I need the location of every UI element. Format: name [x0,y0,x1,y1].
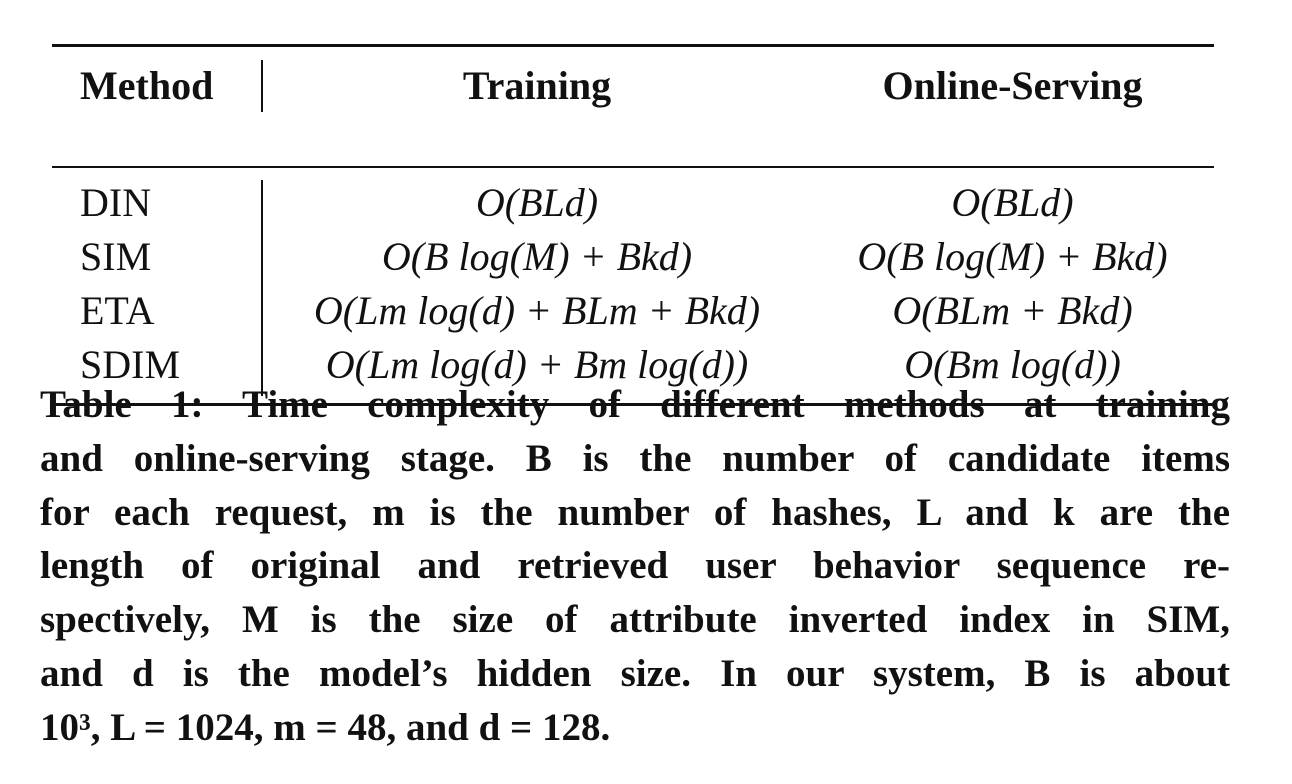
table-row [52,230,1214,284]
method-cell: SIM [80,234,152,279]
table-header-rule [52,166,1214,168]
training-cell: O(BLd) [475,180,599,225]
caption-line: length of original and retrieved user behavior sequence re- [40,544,1230,588]
header-method: Method [80,63,214,108]
caption-line: and d is the model’s hidden size. In our system, B is about [40,651,1230,695]
training-cell: O(Lm log(d) + BLm + Bkd) [313,288,761,333]
training-cell: O(Lm log(d) + Bm log(d)) [325,342,749,387]
caption-line: and online-serving stage. B is the number of candidate items [40,436,1230,480]
header-online-serving: Online-Serving [882,63,1143,108]
caption-line: 10³, L = 1024, m = 48, and d = 128. [40,705,611,749]
table-row [52,176,1214,230]
table-top-rule [52,44,1214,47]
table-row [52,284,1214,338]
table-caption [40,378,1230,755]
serving-cell: O(Bm log(d)) [904,342,1121,387]
method-cell: DIN [80,180,152,225]
header-training: Training [462,63,612,108]
caption-line: Table 1: Time complexity of different methods at training [40,383,1230,426]
caption-line: for each request, m is the number of hashes, L and k are the [40,490,1230,534]
serving-cell: O(BLd) [951,180,1074,225]
serving-cell: O(B log(M) + Bkd) [857,234,1168,279]
caption-line: spectively, M is the size of attribute inverted index in SIM, [40,598,1230,642]
method-cell: SDIM [80,342,181,387]
method-cell: ETA [80,288,155,333]
training-cell: O(B log(M) + Bkd) [381,234,693,279]
serving-cell: O(BLm + Bkd) [892,288,1133,333]
